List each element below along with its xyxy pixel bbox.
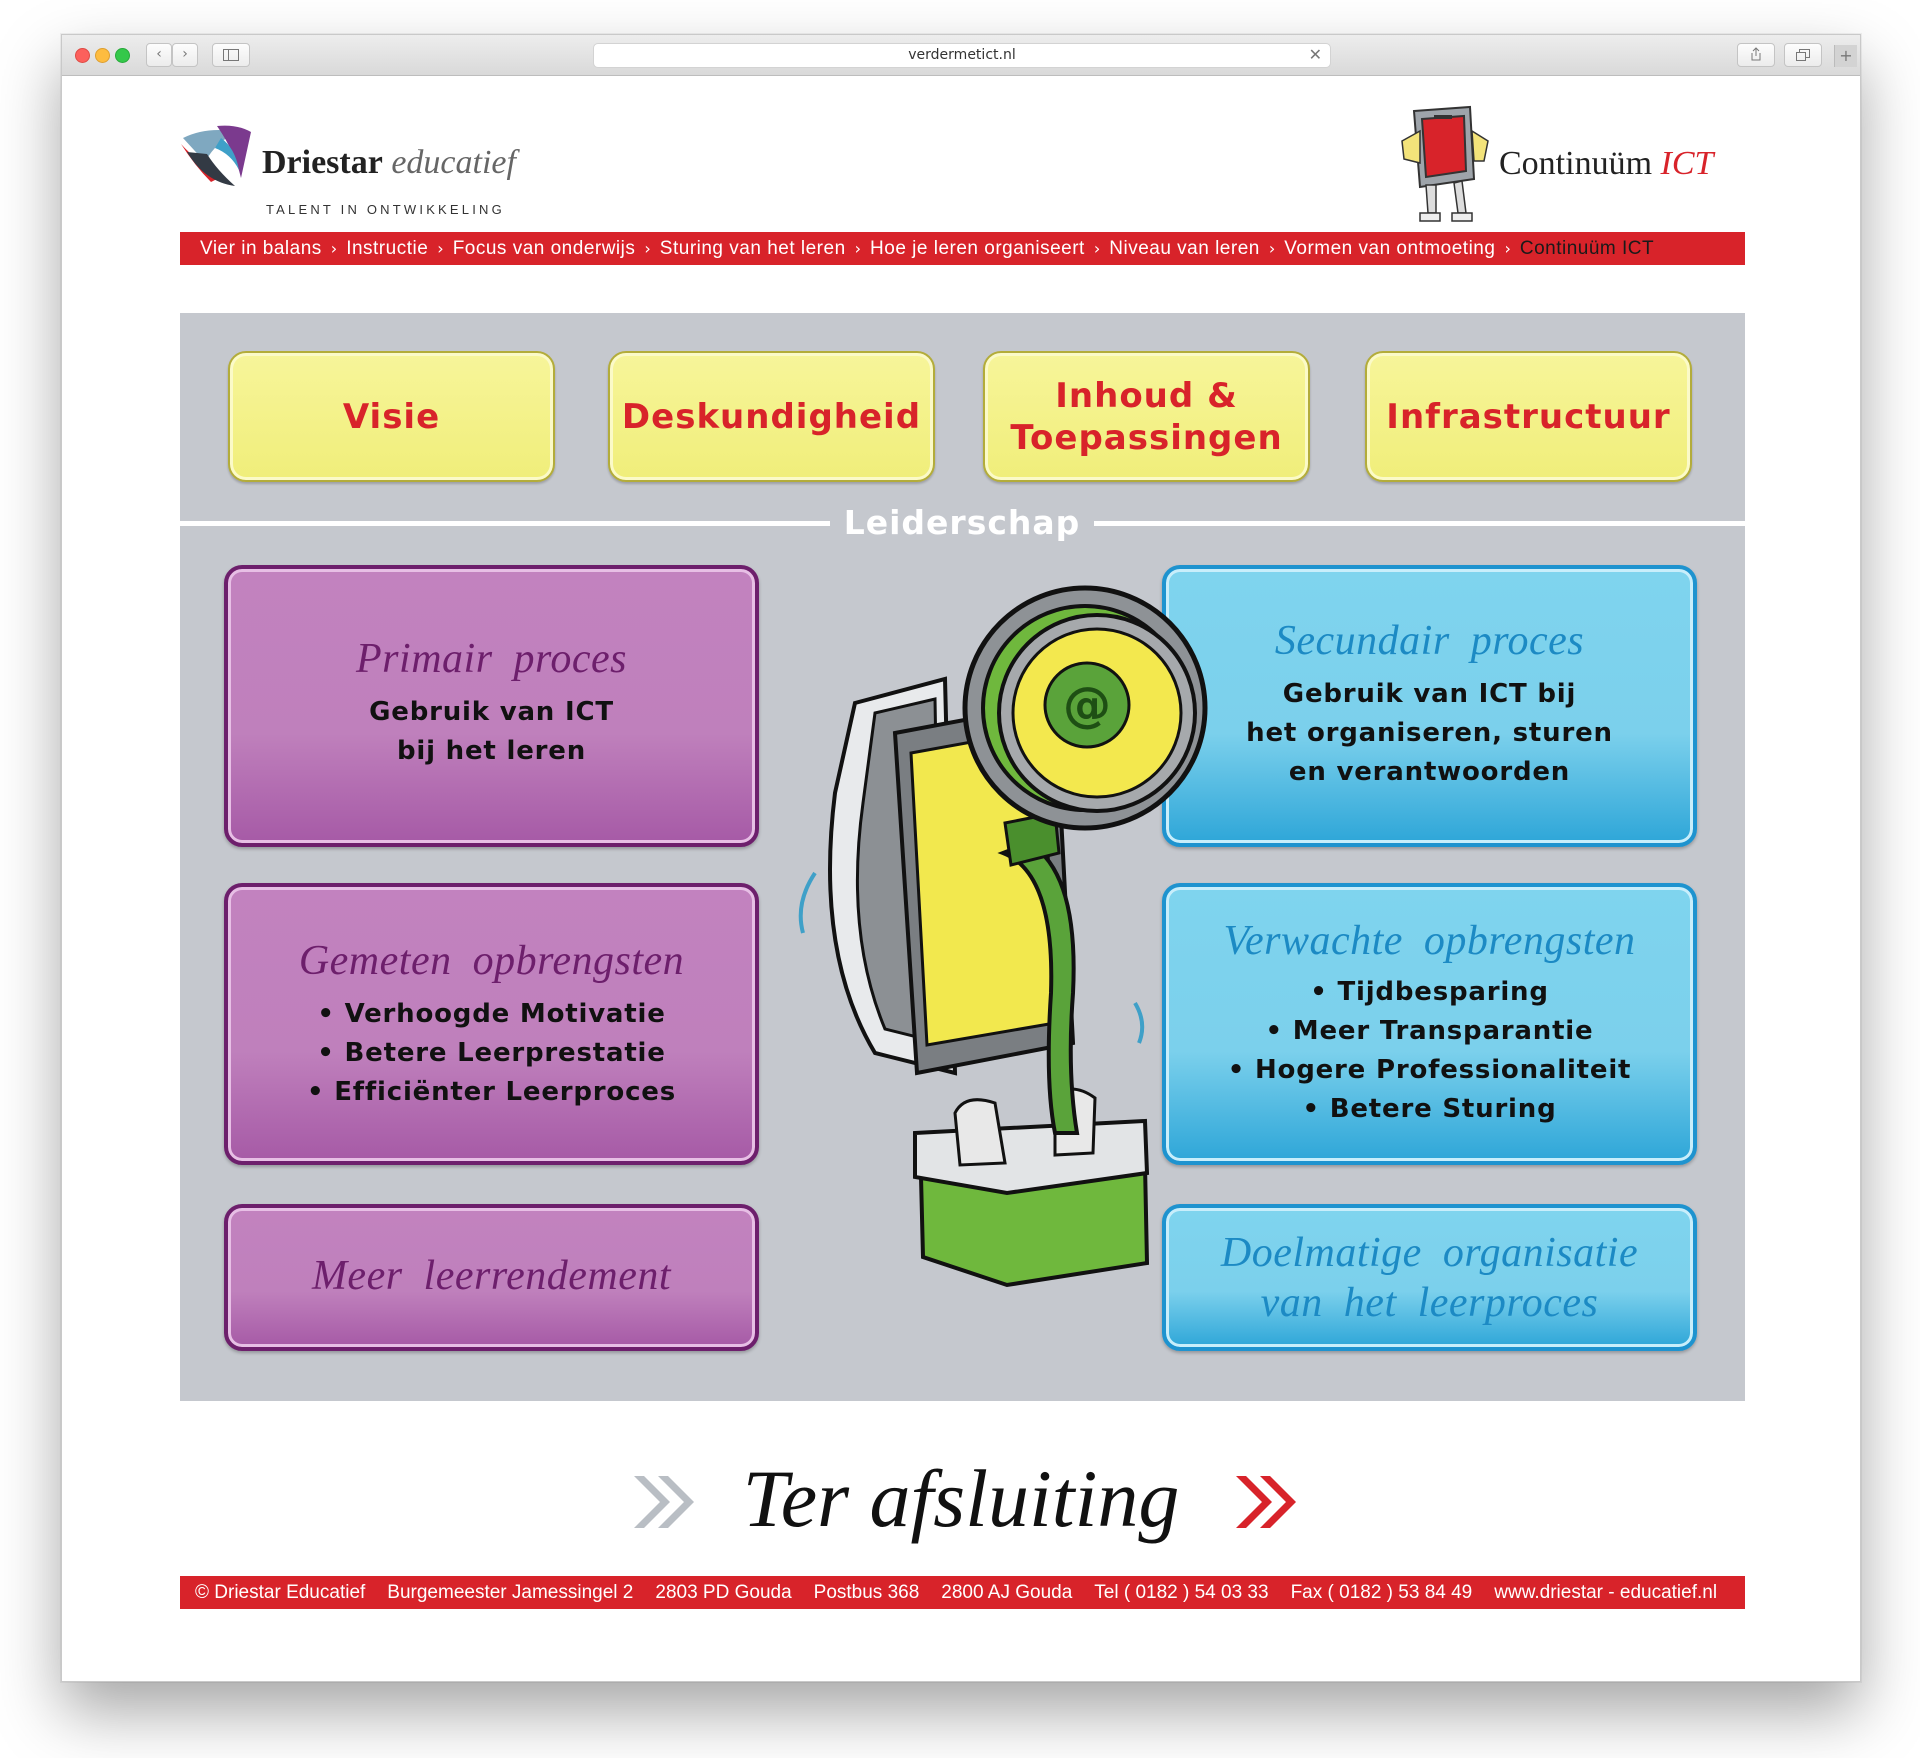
primair-proces-line1: Gebruik van ICT — [369, 697, 614, 727]
chevron-right-icon: › — [182, 46, 188, 62]
pillar-inhoud-line1: Inhoud & — [1055, 375, 1238, 416]
new-tab-button[interactable] — [1834, 45, 1857, 67]
page-content — [62, 76, 1860, 1681]
pillar-inhoud-line2: Toepassingen — [1010, 417, 1283, 458]
gemeten-item: • Efficiënter Leerproces — [306, 1077, 677, 1107]
browser-window — [61, 34, 1861, 1682]
nav-item-sturing-van-het-leren[interactable]: Sturing van het leren — [659, 237, 846, 259]
browser-titlebar — [62, 35, 1860, 76]
verwachte-opbrengsten-title: Verwachte opbrengsten — [1223, 918, 1636, 964]
driestar-emblem-icon — [177, 118, 257, 198]
footer-tel: Tel ( 0182 ) 54 03 33 — [1094, 1581, 1269, 1603]
tabs-button[interactable] — [1784, 43, 1822, 67]
clear-url-icon[interactable]: ✕ — [1308, 45, 1322, 64]
meer-leerrendement-title: Meer leerrendement — [311, 1253, 672, 1299]
share-button[interactable] — [1737, 43, 1775, 67]
chevron-right-icon: › — [644, 239, 651, 258]
nav-item-instructie[interactable]: Instructie — [346, 237, 429, 259]
primair-proces-line2: bij het leren — [396, 736, 587, 766]
chevron-right-icon: › — [854, 239, 862, 258]
leiderschap-label: Leiderschap — [830, 503, 1094, 543]
forward-button[interactable] — [172, 43, 198, 67]
doelmatige-organisatie-box[interactable] — [1162, 1204, 1697, 1351]
url-text: verdermetict.nl — [908, 47, 1016, 63]
verwacht-item: • Tijdbesparing — [1310, 977, 1549, 1007]
chevron-right-icon: › — [330, 239, 338, 258]
back-button[interactable] — [146, 43, 172, 67]
nav-item-vormen-van-ontmoeting[interactable]: Vormen van ontmoeting — [1284, 237, 1496, 259]
tabs-icon — [1796, 49, 1810, 61]
footer-postbus: Postbus 368 — [813, 1581, 920, 1603]
pillar-visie-button[interactable]: Visie — [228, 351, 555, 482]
nav-item-niveau-van-leren[interactable]: Niveau van leren — [1109, 237, 1260, 259]
footer-bar — [180, 1576, 1745, 1609]
gemeten-item: • Verhoogde Motivatie — [317, 999, 666, 1029]
footer-copyright: © Driestar Educatief — [195, 1581, 366, 1603]
chevron-left-icon: ‹ — [156, 46, 162, 62]
sidebar-button[interactable] — [212, 43, 250, 67]
meer-leerrendement-box[interactable] — [224, 1204, 759, 1351]
chevron-right-icon: › — [1268, 239, 1276, 258]
pillar-infrastructuur-button[interactable]: Infrastructuur — [1365, 351, 1692, 482]
secundair-proces-title: Secundair proces — [1274, 618, 1585, 664]
verwacht-item: • Meer Transparantie — [1265, 1016, 1594, 1046]
footer-fax: Fax ( 0182 ) 53 84 49 — [1290, 1581, 1473, 1603]
minimize-window-button[interactable] — [95, 48, 110, 63]
zoom-window-button[interactable] — [115, 48, 130, 63]
footer-website-link[interactable]: www.driestar - educatief.nl — [1494, 1581, 1718, 1603]
footer-address: Burgemeester Jamessingel 2 — [387, 1581, 634, 1603]
chevron-right-icon: › — [1504, 239, 1511, 258]
ter-afsluiting-link[interactable] — [62, 1454, 1860, 1544]
doelmatige-organisatie-line2: van het leerproces — [1260, 1280, 1599, 1326]
footer-postbus-city: 2800 AJ Gouda — [941, 1581, 1073, 1603]
continuum-ict-wordmark: Continuüm ICT — [1499, 145, 1714, 182]
pillar-inhoud-button[interactable] — [983, 351, 1310, 482]
chevron-right-icon: › — [437, 239, 444, 258]
breadcrumb-nav — [180, 232, 1745, 265]
verwacht-item: • Betere Sturing — [1302, 1094, 1557, 1124]
svg-text:@: @ — [1063, 677, 1111, 733]
gemeten-opbrengsten-box[interactable] — [224, 883, 759, 1165]
double-chevron-red-icon — [1232, 1472, 1302, 1532]
monitor-on-scale-illustration-icon — [755, 573, 1215, 1293]
doelmatige-organisatie-line1: Doelmatige organisatie — [1220, 1230, 1639, 1276]
share-icon — [1749, 47, 1763, 61]
verwachte-opbrengsten-box[interactable] — [1162, 883, 1697, 1165]
brand-name: Driestar educatief — [262, 144, 516, 181]
continuum-diagram-panel — [180, 313, 1745, 1401]
gemeten-item: • Betere Leerprestatie — [317, 1038, 666, 1068]
plus-icon: + — [1839, 46, 1853, 65]
secundair-proces-line2: het organiseren, sturen — [1246, 718, 1613, 748]
pillar-deskundigheid-button[interactable]: Deskundigheid — [608, 351, 935, 482]
close-window-button[interactable] — [75, 48, 90, 63]
nav-item-focus-van-onderwijs[interactable]: Focus van onderwijs — [452, 237, 636, 259]
driestar-logo[interactable] — [177, 106, 557, 226]
secundair-proces-line1: Gebruik van ICT bij — [1282, 679, 1577, 709]
nav-item-vier-in-balans[interactable]: Vier in balans — [200, 237, 322, 259]
nav-item-continuum-ict[interactable]: Continuüm ICT — [1519, 237, 1655, 259]
secundair-proces-box[interactable] — [1162, 565, 1697, 847]
tagline: TALENT IN ONTWIKKELING — [266, 202, 505, 217]
gemeten-opbrengsten-title: Gemeten opbrengsten — [298, 938, 685, 984]
ter-afsluiting-label: Ter afsluiting — [742, 1453, 1180, 1544]
monitor-character-icon — [1392, 101, 1492, 226]
address-bar[interactable] — [593, 43, 1331, 68]
primair-proces-box[interactable] — [224, 565, 759, 847]
sidebar-icon — [223, 49, 239, 61]
continuum-ict-logo[interactable] — [1392, 101, 1772, 231]
primair-proces-title: Primair proces — [356, 636, 627, 682]
verwacht-item: • Hogere Professionaliteit — [1227, 1055, 1632, 1085]
chevron-right-icon: › — [1093, 239, 1101, 258]
footer-postcode: 2803 PD Gouda — [655, 1581, 792, 1603]
nav-item-hoe-je-leren-organiseert[interactable]: Hoe je leren organiseert — [870, 237, 1085, 259]
secundair-proces-line3: en verantwoorden — [1288, 757, 1571, 787]
